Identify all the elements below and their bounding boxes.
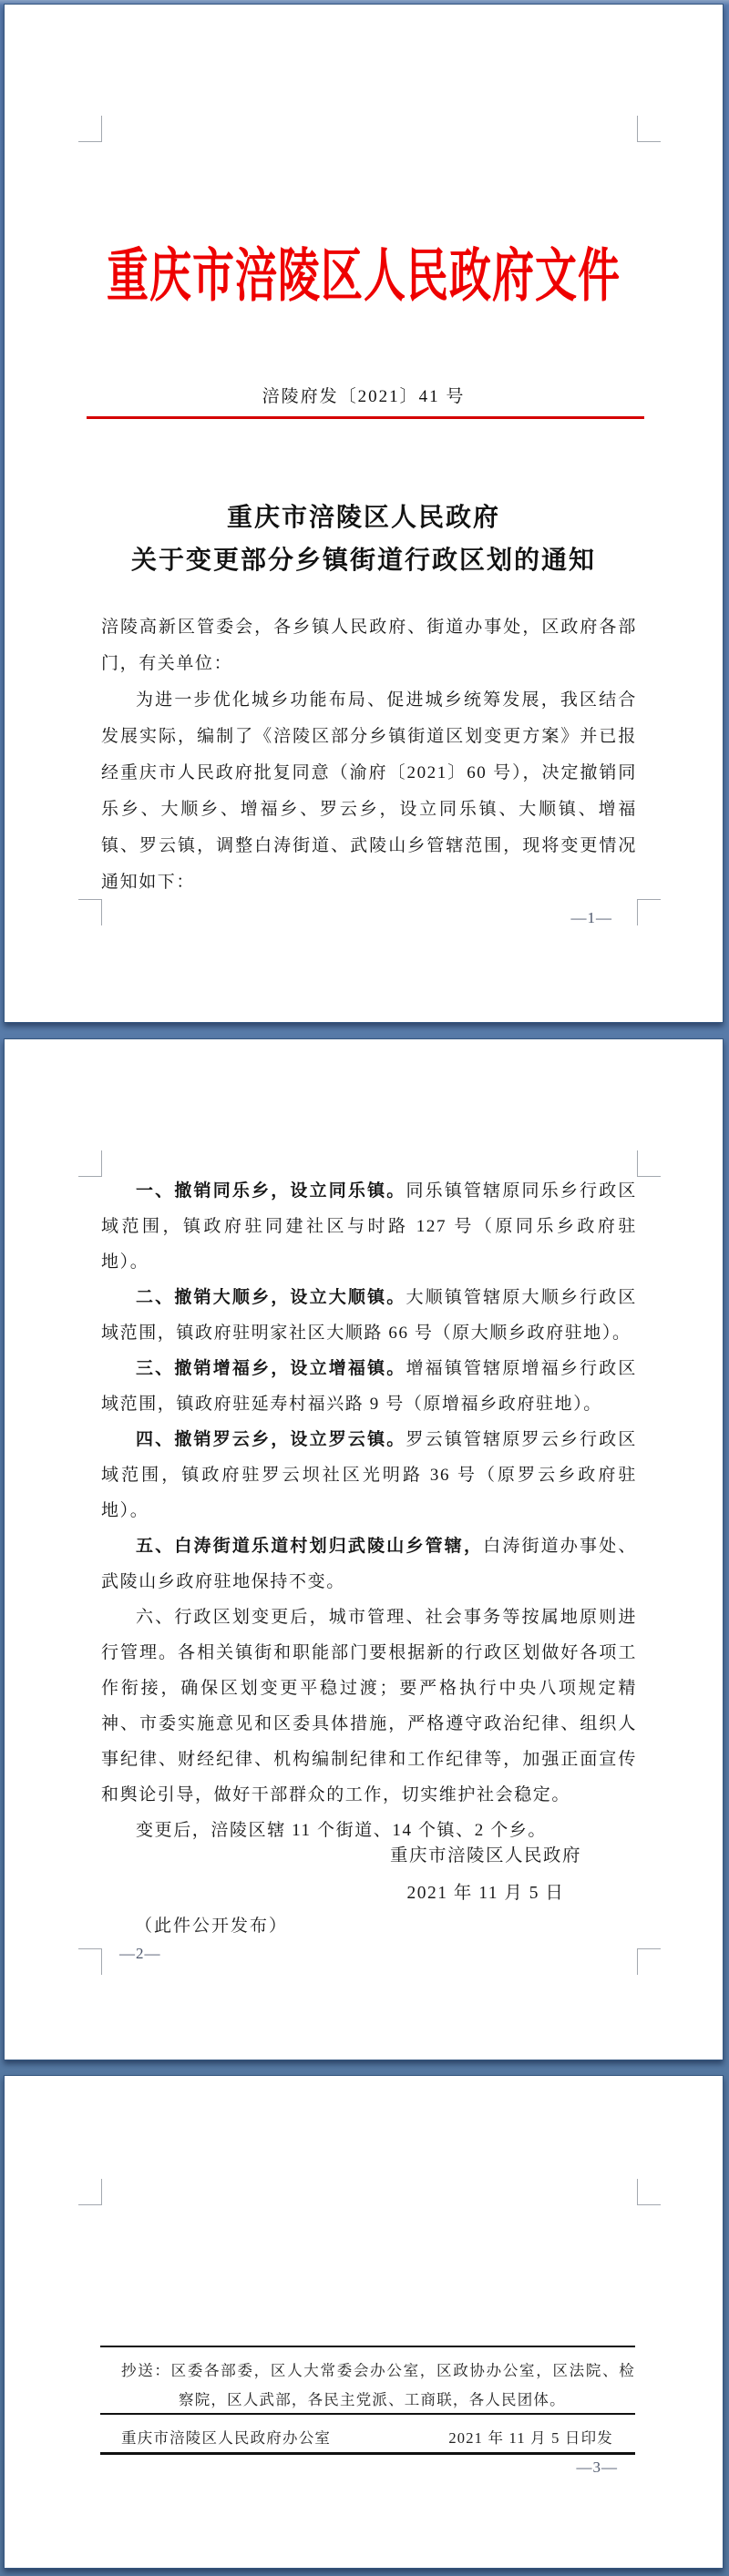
cc-list: 抄送：区委各部委，区人大常委会办公室，区政协办公室，区法院、检察院，区人武部，各民主党派、工商联，各人民团体。 (121, 2362, 635, 2408)
red-divider (87, 416, 644, 419)
footer-rule-middle (100, 2413, 635, 2415)
doc-item (101, 1600, 637, 1813)
doc-title-line-1: 重庆市涪陵区人民政府 (226, 504, 500, 532)
doc-title-line-2: 关于变更部分乡镇街道行政区划的通知 (130, 547, 596, 575)
doc-item (101, 1528, 637, 1600)
signature-block (390, 1837, 581, 1912)
item-text: 六、行政区划变更后，城市管理、社会事务等按属地原则进行管理。各相关镇街和职能部门要根据新的行政区划做好各项工作衔接，确保区划变更平稳过渡；要严格执行中央八项规定精神、市委实施意见和区委具体措施，严格遵守政治纪律、组织人事纪律、财经纪律、机构编制纪律和工作纪律等，加强正面宣传和舆论引导，做好干部群众的工作，切实维护社会稳定。 (101, 1608, 637, 1804)
crop-mark-bottom-right (637, 899, 661, 925)
page-number: —2— (119, 1945, 161, 1962)
item-lead: 四、撤销罗云乡，设立罗云镇。 (136, 1430, 406, 1449)
closing-line: 变更后，涪陵区辖 11 个街道、14 个镇、2 个乡。 (136, 1821, 547, 1840)
page-2 (4, 1038, 724, 2060)
doc-title (5, 496, 723, 582)
public-release-note: （此件公开发布） (135, 1917, 289, 1936)
letterhead-title: 重庆市涪陵区人民政府文件 (107, 244, 621, 309)
crop-mark-top-right (637, 116, 661, 142)
crop-mark-top-left (78, 116, 102, 142)
intro-paragraph: 为进一步优化城乡功能布局、促进城乡统筹发展，我区结合发展实际，编制了《涪陵区部分乡镇街道区划变更方案》并已报经重庆市人民政府批复同意（渝府〔2021〕60 号），决定撤销同乐乡、大顺乡、增福乡、罗云乡，设立同乐镇、大顺镇、增福镇、罗云镇，调整白涛街道、武陵山乡管辖范围，现将变更情况通知如下： (101, 690, 637, 892)
doc-item (101, 1173, 637, 1280)
page-3 (4, 2075, 724, 2569)
salutation-text: 涪陵高新区管委会，各乡镇人民政府、街道办事处，区政府各部门，有关单位： (101, 618, 637, 673)
item-lead: 二、撤销大顺乡，设立大顺镇。 (136, 1288, 406, 1307)
page-number: —1— (570, 909, 612, 926)
signer-name: 重庆市涪陵区人民政府 (389, 1846, 581, 1866)
item-text: 同乐镇管辖原同乐乡行政区域范围，镇政府驻同建社区与时路 127 号（原同乐乡政府驻地）。 (101, 1181, 638, 1272)
crop-mark-top-right (637, 2179, 661, 2205)
crop-mark-top-left (78, 2179, 102, 2205)
doc-item (101, 1351, 637, 1422)
doc-item (101, 1280, 637, 1351)
page2-body (101, 1173, 637, 1848)
issuer-row (100, 2426, 635, 2448)
item-lead: 五、白涛街道乐道村划归武陵山乡管辖， (136, 1537, 484, 1556)
crop-mark-bottom-right (637, 1948, 661, 1975)
footer-rule-top (100, 2346, 635, 2347)
item-text: 白涛街道办事处、武陵山乡政府驻地保持不变。 (101, 1537, 637, 1591)
page-number: —3— (576, 2458, 618, 2476)
crop-mark-top-left (78, 1150, 102, 1177)
item-lead: 一、撤销同乐乡，设立同乐镇。 (136, 1181, 406, 1201)
print-date: 2021 年 11 月 5 日印发 (448, 2429, 613, 2447)
page1-body (101, 609, 637, 901)
item-lead: 三、撤销增福乡，设立增福镇。 (136, 1359, 406, 1378)
footer-rule-bottom (100, 2452, 635, 2455)
sign-date: 2021 年 11 月 5 日 (406, 1884, 565, 1903)
crop-mark-bottom-left (78, 899, 102, 925)
page-1 (4, 4, 724, 1023)
item-text: 罗云镇管辖原罗云乡行政区域范围，镇政府驻罗云坝社区光明路 36 号（原罗云乡政府驻地）。 (101, 1430, 638, 1520)
doc-item (101, 1422, 637, 1528)
item-text: 大顺镇管辖原大顺乡行政区域范围，镇政府驻明家社区大顺路 66 号（原大顺乡政府驻地）。 (101, 1288, 638, 1343)
crop-mark-bottom-left (78, 1948, 102, 1975)
item-text: 增福镇管辖原增福乡行政区域范围，镇政府驻延寿村福兴路 9 号（原增福乡政府驻地）。 (101, 1359, 638, 1414)
issuer-name: 重庆市涪陵区人民政府办公室 (121, 2429, 332, 2447)
doc-number: 涪陵府发〔2021〕41 号 (262, 387, 466, 406)
crop-mark-top-right (637, 1150, 661, 1177)
